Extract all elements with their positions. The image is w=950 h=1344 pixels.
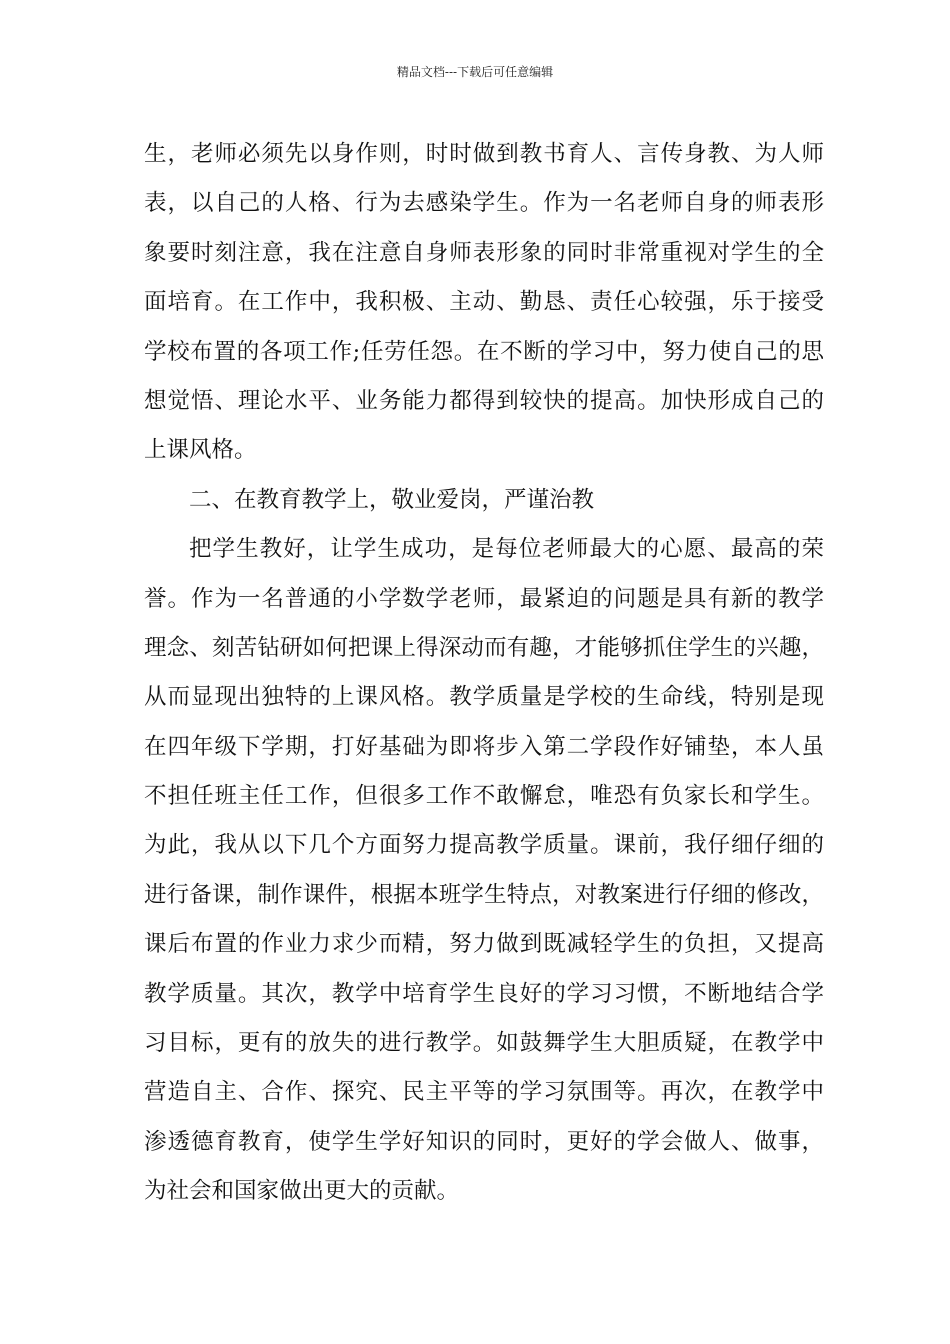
text-line: 上课风格。 [144,437,257,464]
text-line: 不担任班主任工作，但很多工作不敢懈怠，唯恐有负家长和学生。 [144,783,824,810]
text-line: 为社会和国家做出更大的贡献。 [144,1178,460,1205]
text-line: 渗透德育教育，使学生学好知识的同时，更好的学会做人、做事， [144,1128,824,1155]
text-line: 想觉悟、理论水平、业务能力都得到较快的提高。加快形成自己的 [144,387,824,414]
text-line: 生，老师必须先以身作则，时时做到教书育人、言传身教、为人师 [144,141,824,167]
text-line: 面培育。在工作中，我积极、主动、勤恳、责任心较强，乐于接受 [144,289,824,316]
text-line: 学校布置的各项工作;任劳任怨。在不断的学习中，努力使自己的思 [144,338,824,365]
text-line: 象要时刻注意，我在注意自身师表形象的同时非常重视对学生的全 [144,239,824,266]
text-line: 把学生教好，让学生成功，是每位老师最大的心愿、最高的荣 [189,536,824,563]
text-line: 从而显现出独特的上课风格。教学质量是学校的生命线，特别是现 [144,684,824,711]
text-line: 教学质量。其次，教学中培育学生良好的学习习惯，不断地结合学 [144,980,824,1007]
page-header: 精品文档---下载后可任意编辑 [396,65,554,79]
text-line: 表，以自己的人格、行为去感染学生。作为一名老师自身的师表形 [144,190,824,217]
text-line: 课后布置的作业力求少而精，努力做到既减轻学生的负担，又提高 [144,931,824,958]
text-line: 在四年级下学期，打好基础为即将步入第二学段作好铺垫，本人虽 [144,733,824,760]
text-line: 理念、刻苦钻研如何把课上得深动而有趣，才能够抓住学生的兴趣， [144,634,824,661]
text-line: 誉。作为一名普通的小学数学老师，最紧迫的问题是具有新的教学 [144,585,824,612]
document-body [144,130,824,1217]
text-line: 营造自主、合作、探究、民主平等的学习氛围等。再次，在教学中 [144,1079,824,1106]
section-heading: 二、在教育教学上，敬业爱岗，严谨治教 [189,486,595,513]
text-line: 为此，我从以下几个方面努力提高教学质量。课前，我仔细仔细的 [144,832,824,859]
text-line: 习目标，更有的放失的进行教学。如鼓舞学生大胆质疑，在教学中 [144,1030,824,1057]
text-line: 进行备课，制作课件，根据本班学生特点，对教案进行仔细的修改， [144,881,824,908]
